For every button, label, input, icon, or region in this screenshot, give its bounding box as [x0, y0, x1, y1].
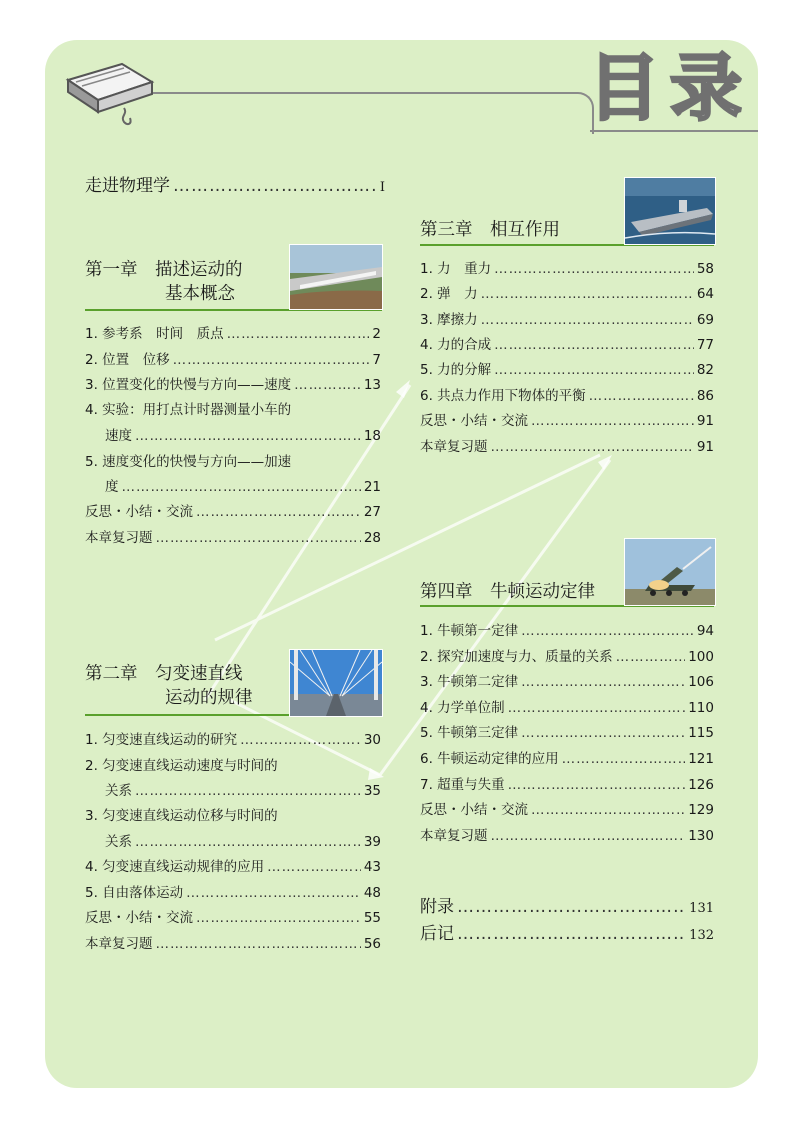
leader-dots — [521, 723, 685, 743]
header-rule-right — [590, 130, 758, 132]
toc-entry-label: 5. 力的分解 — [420, 362, 492, 378]
toc-entry-label: 6. 共点力作用下物体的平衡 — [420, 388, 586, 404]
leader-dots — [481, 310, 694, 330]
leader-dots — [173, 176, 377, 196]
toc-entry-label: 5. 牛顿第三定律 — [420, 725, 519, 741]
toc-entry[interactable] — [85, 934, 381, 954]
toc-entry-label: 2. 弹 力 — [420, 286, 478, 302]
leader-dots — [294, 375, 361, 395]
toc-entry-label: 走进物理学 — [85, 176, 170, 196]
toc-entry-label: 2. 探究加速度与力、质量的关系 — [420, 649, 613, 665]
toc-entry-page: 121 — [688, 751, 714, 767]
toc-entry-label: 度 — [105, 479, 119, 495]
toc-entry-page: 106 — [688, 674, 714, 690]
toc-entry-label: 3. 摩擦力 — [420, 312, 478, 328]
toc-entry-label: 后记 — [420, 924, 454, 944]
leader-dots — [156, 934, 361, 954]
leader-dots — [494, 335, 694, 355]
toc-entry-page: 55 — [363, 910, 381, 926]
toc-entry[interactable] — [420, 259, 714, 279]
toc-entry[interactable] — [420, 335, 714, 355]
toc-entry-label: 3. 位置变化的快慢与方向——速度 — [85, 377, 292, 393]
leader-dots — [494, 360, 694, 380]
toc-entry-label: 1. 牛顿第一定律 — [420, 623, 519, 639]
leader-dots — [616, 647, 686, 667]
toc-entry-page: 35 — [363, 783, 381, 799]
toc-entry-continued[interactable] — [105, 781, 381, 801]
toc-entry-page: 86 — [696, 388, 714, 404]
toc-entry-label: 6. 牛顿运动定律的应用 — [420, 751, 559, 767]
toc-entry-label: 本章复习题 — [85, 530, 153, 546]
toc-entry-label: 2. 位置 位移 — [85, 352, 170, 368]
leader-dots — [531, 411, 694, 431]
toc-entry-appendix[interactable] — [420, 897, 714, 919]
book-icon — [62, 58, 158, 128]
toc-entry-label: 关系 — [105, 834, 132, 850]
toc-entry-label: 1. 匀变速直线运动的研究 — [85, 732, 238, 748]
toc-entry-label: 1. 力 重力 — [420, 261, 492, 277]
leader-dots — [521, 621, 694, 641]
toc-entry-label: 反思・小结・交流 — [420, 802, 528, 818]
toc-entry-label: 5. 自由落体运动 — [85, 885, 184, 901]
toc-entry[interactable] — [85, 806, 381, 826]
toc-entry-page: 100 — [688, 649, 714, 665]
leader-dots — [135, 832, 361, 852]
toc-entry-label: 反思・小结・交流 — [420, 413, 528, 429]
header-rule — [150, 92, 570, 94]
toc-entry-page: 110 — [688, 700, 714, 716]
toc-entry[interactable] — [420, 411, 714, 431]
leader-dots — [186, 883, 361, 903]
toc-entry-page: 115 — [688, 725, 714, 741]
toc-entry-page: 28 — [363, 530, 381, 546]
toc-entry-label: 4. 力学单位制 — [420, 700, 505, 716]
toc-entry-label: 5. 速度变化的快慢与方向——加速 — [85, 454, 292, 470]
toc-entry-page: 2 — [372, 326, 381, 342]
leader-dots — [227, 324, 370, 344]
leader-dots — [531, 800, 685, 820]
toc-entry-label: 1. 参考系 时间 质点 — [85, 326, 224, 342]
bridge-photo — [289, 649, 383, 717]
leader-dots — [491, 437, 694, 457]
toc-entry[interactable] — [420, 672, 714, 692]
leader-dots — [589, 386, 694, 406]
toc-entry[interactable] — [420, 284, 714, 304]
toc-entry-page: I — [379, 180, 385, 195]
leader-dots — [491, 826, 686, 846]
toc-entry[interactable] — [420, 800, 714, 820]
toc-entry-page: 18 — [363, 428, 381, 444]
toc-entry-page: 94 — [696, 623, 714, 639]
toc-entry-page: 48 — [363, 885, 381, 901]
toc-entry-label: 反思・小结・交流 — [85, 504, 193, 520]
leader-dots — [196, 908, 361, 928]
toc-entry-label: 反思・小结・交流 — [85, 910, 193, 926]
leader-dots — [267, 857, 361, 877]
toc-entry-label: 附录 — [420, 897, 454, 917]
toc-entry-label: 4. 实验：用打点计时器测量小车的 — [85, 402, 292, 418]
toc-entry-page: 82 — [696, 362, 714, 378]
toc-entry[interactable] — [85, 350, 381, 370]
high-speed-train-photo — [289, 244, 383, 310]
toc-entry[interactable] — [420, 749, 714, 769]
toc-entry-page: 39 — [363, 834, 381, 850]
leader-dots — [562, 749, 686, 769]
toc-entry-label: 3. 牛顿第二定律 — [420, 674, 519, 690]
leader-dots — [196, 502, 361, 522]
page-title: 目录 — [588, 46, 753, 130]
toc-entry[interactable] — [420, 723, 714, 743]
toc-entry-page: 91 — [696, 413, 714, 429]
toc-entry-page: 91 — [696, 439, 714, 455]
toc-entry[interactable] — [85, 857, 381, 877]
toc-entry-page: 30 — [363, 732, 381, 748]
toc-entry-page: 64 — [696, 286, 714, 302]
toc-entry-label: 4. 匀变速直线运动规律的应用 — [85, 859, 265, 875]
toc-entry-intro[interactable] — [85, 176, 385, 198]
toc-entry[interactable] — [85, 730, 381, 750]
toc-entry-page: 7 — [372, 352, 381, 368]
leader-dots — [521, 672, 685, 692]
toc-entry-page: 58 — [696, 261, 714, 277]
toc-entry[interactable] — [420, 826, 714, 846]
toc-entry[interactable] — [85, 324, 381, 344]
toc-entry-page: 131 — [689, 901, 714, 916]
toc-entry[interactable] — [420, 698, 714, 718]
leader-dots — [481, 284, 694, 304]
toc-entry-label: 本章复习题 — [420, 828, 488, 844]
toc-entry-label: 关系 — [105, 783, 132, 799]
toc-entry[interactable] — [420, 621, 714, 641]
leader-dots — [508, 775, 686, 795]
toc-entry-page: 129 — [688, 802, 714, 818]
toc-entry-page: 130 — [688, 828, 714, 844]
toc-entry-label: 3. 匀变速直线运动位移与时间的 — [85, 808, 278, 824]
toc-entry[interactable] — [420, 360, 714, 380]
leader-dots — [457, 897, 686, 917]
toc-entry[interactable] — [85, 883, 381, 903]
toc-entry-continued[interactable] — [105, 477, 381, 497]
toc-entry-page: 27 — [363, 504, 381, 520]
toc-entry-page: 21 — [363, 479, 381, 495]
leader-dots — [156, 528, 361, 548]
leader-dots — [457, 924, 686, 944]
chapter-1-heading: 第一章 描述运动的 基本概念 — [85, 260, 243, 304]
toc-entry-label: 速度 — [105, 428, 132, 444]
toc-entry-page: 69 — [696, 312, 714, 328]
leader-dots — [494, 259, 694, 279]
toc-entry-continued[interactable] — [105, 832, 381, 852]
toc-entry-page: 56 — [363, 936, 381, 952]
toc-entry-page: 13 — [363, 377, 381, 393]
toc-entry[interactable] — [420, 437, 714, 457]
chapter-3-heading: 第三章 相互作用 — [420, 220, 560, 240]
toc-entry-postscript[interactable] — [420, 924, 714, 946]
leader-dots — [135, 781, 361, 801]
rocket-launcher-photo — [624, 538, 716, 606]
toc-entry-page: 43 — [363, 859, 381, 875]
toc-entry[interactable] — [85, 400, 381, 420]
toc-entry[interactable] — [420, 647, 714, 667]
toc-entry[interactable] — [85, 375, 381, 395]
toc-entry[interactable] — [420, 310, 714, 330]
toc-entry[interactable] — [85, 908, 381, 928]
leader-dots — [508, 698, 686, 718]
leader-dots — [135, 426, 361, 446]
toc-entry[interactable] — [420, 386, 714, 406]
toc-entry-label: 7. 超重与失重 — [420, 777, 505, 793]
toc-entry[interactable] — [85, 756, 381, 776]
leader-dots — [240, 730, 361, 750]
toc-entry-label: 本章复习题 — [420, 439, 488, 455]
chapter-4-heading: 第四章 牛顿运动定律 — [420, 582, 595, 602]
toc-entry[interactable] — [85, 452, 381, 472]
toc-entry-page: 77 — [696, 337, 714, 353]
toc-entry[interactable] — [420, 775, 714, 795]
toc-entry[interactable] — [85, 502, 381, 522]
toc-entry-page: 132 — [689, 928, 714, 943]
leader-dots — [173, 350, 370, 370]
toc-entry[interactable] — [85, 528, 381, 548]
chapter-2-heading: 第二章 匀变速直线 运动的规律 — [85, 664, 253, 708]
aircraft-carrier-photo — [624, 177, 716, 245]
toc-entry-label: 4. 力的合成 — [420, 337, 492, 353]
leader-dots — [122, 477, 361, 497]
toc-entry-continued[interactable] — [105, 426, 381, 446]
toc-entry-label: 本章复习题 — [85, 936, 153, 952]
toc-entry-label: 2. 匀变速直线运动速度与时间的 — [85, 758, 278, 774]
toc-entry-page: 126 — [688, 777, 714, 793]
